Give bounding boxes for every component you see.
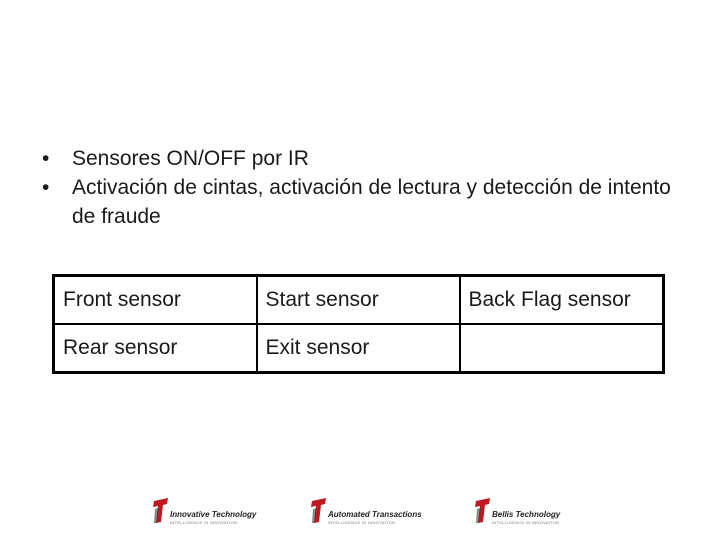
t-logo-icon [152, 496, 170, 526]
innovative-technology-logo [152, 496, 272, 528]
t-logo-icon [474, 496, 492, 526]
bellis-technology-logo [474, 496, 584, 528]
logo-name: Bellis Technology [492, 510, 561, 519]
table-cell: Back Flag sensor [460, 276, 664, 325]
bullet-item: • Sensores ON/OFF por IR [40, 144, 690, 173]
table-row [54, 324, 664, 373]
logo-tagline: INTELLIGENCE IN INNOVATION [328, 520, 396, 525]
footer-logos [0, 496, 720, 530]
bullet-list [40, 144, 690, 231]
logo-name: Automated Transactions [328, 510, 422, 519]
table-cell: Exit sensor [257, 324, 460, 373]
table-cell [460, 324, 664, 373]
table-cell: Start sensor [257, 276, 460, 325]
logo-name: Innovative Technology [170, 510, 257, 519]
logo-tagline: INTELLIGENCE IN INNOVATION [492, 520, 560, 525]
table-cell: Front sensor [54, 276, 257, 325]
bullet-item: • Activación de cintas, activación de lectura y detección de intento de fraude [40, 173, 690, 231]
table-row [54, 276, 664, 325]
t-logo-icon [310, 496, 328, 526]
logo-tagline: INTELLIGENCE IN INNOVATION [170, 520, 238, 525]
table-cell: Rear sensor [54, 324, 257, 373]
automated-transactions-logo [310, 496, 440, 528]
sensor-table [52, 274, 665, 374]
